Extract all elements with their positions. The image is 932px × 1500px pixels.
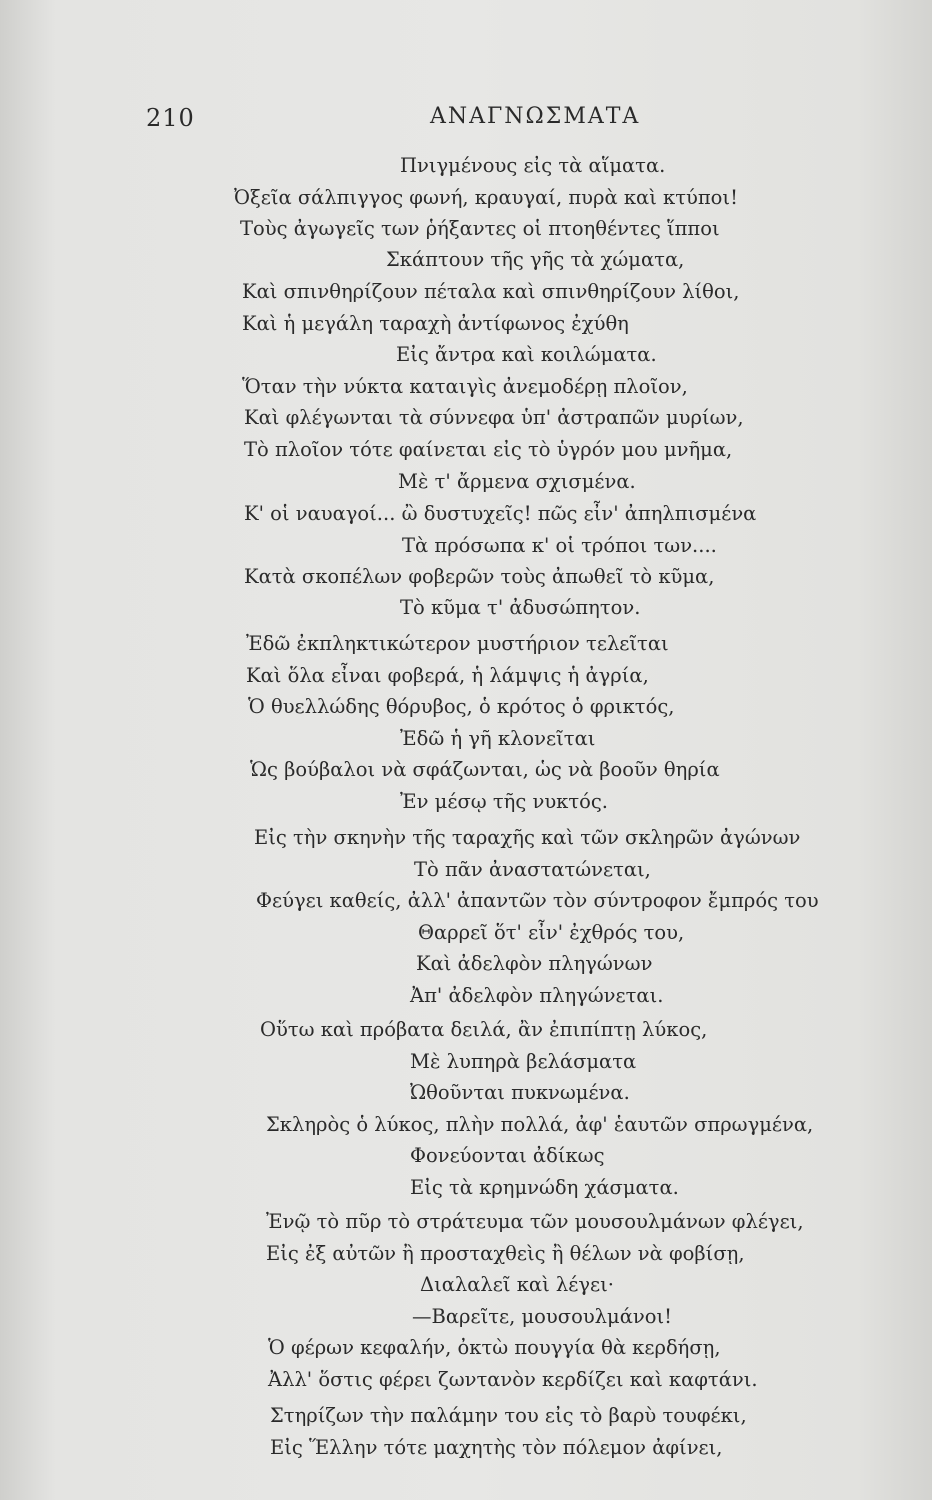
poem-line: Καὶ ἡ μεγάλη ταραχὴ ἀντίφωνος ἐχύθη	[242, 312, 629, 335]
poem-line: Στηρίζων τὴν παλάμην του εἰς τὸ βαρὺ τουφέκι,	[270, 1404, 747, 1427]
poem-line: Σκληρὸς ὁ λύκος, πλὴν πολλά, ἀφ' ἑαυτῶν σπρωγμένα,	[266, 1113, 814, 1136]
poem-line: Ἐδῶ ἐκπληκτικώτερον μυστήριον τελεῖται	[246, 632, 669, 655]
poem-line: Καὶ σπινθηρίζουν πέταλα καὶ σπινθηρίζουν λίθοι,	[242, 280, 740, 303]
poem-line: Καὶ ὅλα εἶναι φοβερά, ἡ λάμψις ἡ ἀγρία,	[246, 664, 649, 687]
poem-line: Τὰ πρόσωπα κ' οἱ τρόποι των....	[402, 534, 717, 557]
poem-line: Εἰς Ἕλλην τότε μαχητὴς τὸν πόλεμον ἀφίνει,	[270, 1436, 723, 1459]
poem-line: Ὁ φέρων κεφαλήν, ὀκτὼ πουγγία θὰ κερδήσῃ,	[268, 1336, 721, 1359]
poem-line: Εἰς τὰ κρημνώδη χάσματα.	[410, 1176, 679, 1199]
poem-line: Ὀξεῖα σάλπιγγος φωνή, κραυγαί, πυρὰ καὶ κτύποι!	[234, 186, 738, 209]
poem-line: —Βαρεῖτε, μουσουλμάνοι!	[412, 1305, 672, 1328]
poem-line: Τὸ πᾶν ἀναστατώνεται,	[414, 858, 651, 881]
running-title: ΑΝΑΓΝΩΣΜΑΤΑ	[430, 104, 641, 129]
poem-line: Καὶ φλέγωνται τὰ σύννεφα ὑπ' ἀστραπῶν μυρίων,	[244, 406, 744, 429]
poem-line: Εἰς ἐξ αὐτῶν ἢ προσταχθεὶς ἢ θέλων νὰ φοβίσῃ,	[266, 1242, 745, 1265]
poem-line: Εἰς τὴν σκηνὴν τῆς ταραχῆς καὶ τῶν σκληρῶν ἀγώνων	[254, 826, 801, 849]
poem-line: Οὕτω καὶ πρόβατα δειλά, ἂν ἐπιπίπτῃ λύκος,	[260, 1018, 708, 1041]
poem-line: Διαλαλεῖ καὶ λέγει·	[420, 1273, 614, 1296]
poem-line: Ὅταν τὴν νύκτα καταιγὶς ἀνεμοδέρῃ πλοῖον,	[242, 375, 688, 398]
poem-line: Κ' οἱ ναυαγοί... ὢ δυστυχεῖς! πῶς εἶν' ἀπηλπισμένα	[244, 502, 757, 525]
poem-line: Ἐν μέσῳ τῆς νυκτός.	[400, 790, 609, 813]
poem-line: Ὁ θυελλώδης θόρυβος, ὁ κρότος ὁ φρικτός,	[248, 695, 675, 718]
poem-line: Καὶ ἀδελφὸν πληγώνων	[416, 952, 653, 975]
poem-line: Ἐνῷ τὸ πῦρ τὸ στράτευμα τῶν μουσουλμάνων φλέγει,	[266, 1210, 804, 1233]
poem-line: Ὠθοῦνται πυκνωμένα.	[410, 1081, 630, 1104]
page-header	[0, 104, 932, 144]
poem-line: Κατὰ σκοπέλων φοβερῶν τοὺς ἀπωθεῖ τὸ κῦμα,	[244, 565, 715, 588]
poem-line: Τὸ κῦμα τ' ἀδυσώπητον.	[400, 596, 641, 619]
poem-line: Μὲ τ' ἄρμενα σχισμένα.	[398, 470, 636, 493]
page-number: 210	[146, 104, 195, 132]
poem-line: Ὡς βούβαλοι νὰ σφάζωνται, ὡς νὰ βοοῦν θηρία	[250, 758, 720, 781]
poem-line: Θαρρεῖ ὅτ' εἶν' ἐχθρός του,	[418, 921, 685, 944]
poem-line: Φονεύονται ἀδίκως	[410, 1144, 605, 1167]
poem-line: Μὲ λυπηρὰ βελάσματα	[410, 1050, 637, 1073]
poem-line: Ἀπ' ἀδελφὸν πληγώνεται.	[410, 984, 664, 1007]
poem-line: Τοὺς ἀγωγεῖς των ῥήξαντες οἱ πτοηθέντες ἵπποι	[240, 217, 720, 240]
poem-line: Εἰς ἄντρα καὶ κοιλώματα.	[396, 343, 657, 366]
poem-line: Ἀλλ' ὅστις φέρει ζωντανὸν κερδίζει καὶ καφτάνι.	[268, 1368, 758, 1391]
poem-line: Πνιγμένους εἰς τὰ αἵματα.	[400, 154, 666, 177]
poem-line: Σκάπτουν τῆς γῆς τὰ χώματα,	[386, 248, 685, 271]
poem-line: Τὸ πλοῖον τότε φαίνεται εἰς τὸ ὑγρόν μου μνῆμα,	[244, 438, 733, 461]
poem-line: Φεύγει καθείς, ἀλλ' ἀπαντῶν τὸν σύντροφον ἔμπρός του	[256, 889, 819, 912]
poem-line: Ἐδῶ ἡ γῆ κλονεῖται	[400, 727, 596, 750]
